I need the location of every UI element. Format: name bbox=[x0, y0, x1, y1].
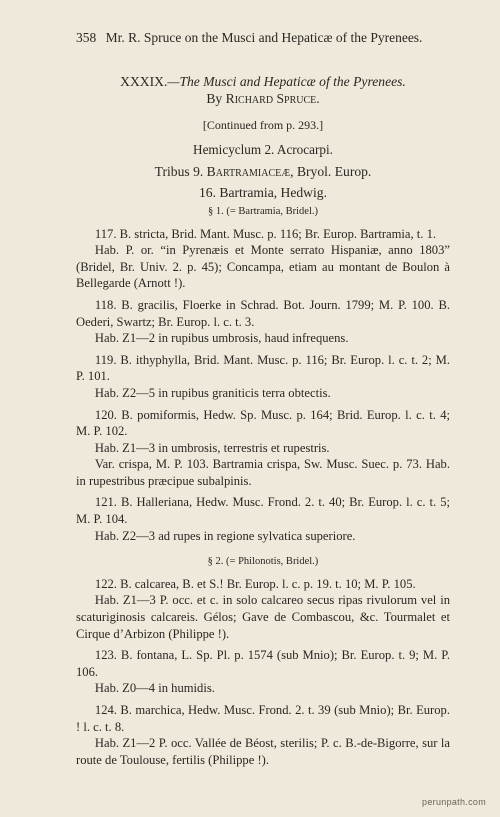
habitat-120: Hab. Z1—3 in umbrosis, terrestris et rupestris. bbox=[94, 440, 330, 455]
species-122: 122. B. calcarea, B. et S.! Br. Europ. l. c. p. 19. t. 10; M. P. 105. bbox=[94, 576, 416, 591]
genus-heading: 16. Bartramia, Hedwig. bbox=[199, 185, 327, 201]
habitat-124: Hab. Z1—2 P. occ. Vallée de Béost, sterilis; P. c. B.-de-Bigorre, sur la route de Toulouse, fertilis (Philippe !). bbox=[76, 736, 450, 767]
section-1-heading: § 1. (= Bartramia, Bridel.) bbox=[207, 205, 318, 217]
section-2-heading: § 2. (= Philonotis, Bridel.) bbox=[207, 556, 319, 568]
author-prefix: By bbox=[206, 90, 223, 106]
species-121: 121. B. Halleriana, Hedw. Musc. Frond. 2. t. 40; Br. Europ. l. c. t. 5; M. P. 104. bbox=[76, 495, 450, 527]
habitat-123: Hab. Z0—4 in humidis. bbox=[94, 681, 215, 696]
continued-note: [Continued from p. 293.] bbox=[202, 117, 324, 132]
article-title-text: —The Musci and Hepaticæ of the Pyrenees. bbox=[167, 73, 406, 89]
species-124: 124. B. marchica, Hedw. Musc. Frond. 2. t. 39 (sub Mnio); Br. Europ. ! l. c. t. 8. bbox=[76, 703, 450, 734]
species-117: 117. B. stricta, Brid. Mant. Musc. p. 116; Br. Europ. Bartramia, t. 1. bbox=[94, 226, 437, 241]
species-123: 123. B. fontana, L. Sp. Pl. p. 1574 (sub Mnio); Br. Europ. t. 9; M. P. 106. bbox=[76, 648, 450, 679]
habitat-121: Hab. Z2—3 ad rupes in regione sylvatica superiore. bbox=[94, 528, 356, 543]
species-119: 119. B. ithyphylla, Brid. Mant. Musc. p. 116; Br. Europ. l. c. t. 2; M. P. 101. bbox=[76, 352, 450, 384]
species-118: 118. B. gracilis, Floerke in Schrad. Bot. Journ. 1799; M. P. 100. B. Oederi, Swartz; Br. Europ. l. c. t. 3. bbox=[76, 297, 450, 329]
habitat-122: Hab. Z1—3 P. occ. et c. in solo calcareo secus ripas rivulorum vel in scaturiginosis calcareis. Gélos; Gave de Combascou, &c. Tourmalet et Cirque d’Arbizon (Philippe !). bbox=[76, 593, 450, 641]
tribus-prefix: Tribus 9. bbox=[154, 163, 204, 179]
tribus-suffix: Bryol. Europ. bbox=[296, 163, 372, 179]
author-name: Richard Spruce. bbox=[225, 90, 320, 106]
running-header bbox=[76, 30, 450, 47]
watermark: perunpath.com bbox=[422, 797, 486, 808]
article-number: XXXIX. bbox=[120, 73, 168, 89]
habitat-117: Hab. P. or. “in Pyrenæis et Monte serrato Hispaniæ, anno 1803” (Bridel, Br. Univ. 2. p. 45); Concampa, etiam au montant de Boulon à Bellegarde (Arnott !). bbox=[76, 243, 450, 291]
hemicyclum-heading: Hemicyclum 2. Acrocarpi. bbox=[193, 142, 333, 158]
tribus-heading bbox=[76, 164, 450, 181]
variety-120: Var. crispa, M. P. 103. Bartramia crispa, Sw. Musc. Suec. p. 73. Hab. in rupestribus præcipue subalpinis. bbox=[76, 457, 450, 488]
tribus-name: Bartramiaceæ, bbox=[206, 163, 294, 179]
page-number: 358 bbox=[76, 30, 97, 45]
running-title: Mr. R. Spruce on the Musci and Hepaticæ of the Pyrenees. bbox=[105, 30, 423, 45]
habitat-119: Hab. Z2—5 in rupibus graniticis terra obtectis. bbox=[94, 385, 331, 400]
article-title bbox=[76, 73, 450, 90]
article-author bbox=[76, 90, 450, 107]
habitat-118: Hab. Z1—2 in rupibus umbrosis, haud infrequens. bbox=[94, 331, 349, 346]
species-120: 120. B. pomiformis, Hedw. Sp. Musc. p. 164; Brid. Europ. l. c. t. 4; M. P. 102. bbox=[76, 407, 450, 439]
